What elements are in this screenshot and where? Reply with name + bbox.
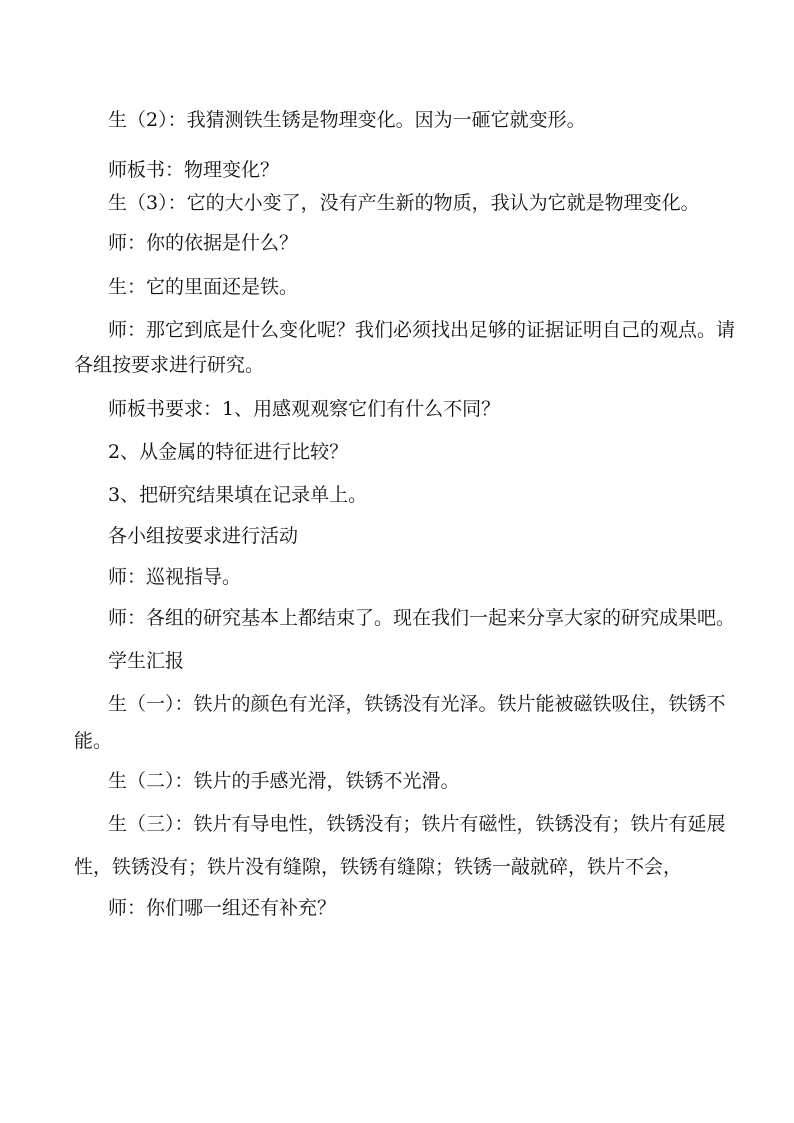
paragraph-student-report: 学生汇报 <box>108 650 185 672</box>
paragraph-teacher-question: 师：你的依据是什么？ <box>108 232 299 254</box>
paragraph-group-1-cont: 能。 <box>74 730 113 752</box>
paragraph-group-2: 生（二）：铁片的手感光滑，铁锈不光滑。 <box>108 770 460 792</box>
paragraph-group-1: 生（一）：铁片的颜色有光泽，铁锈没有光泽。铁片能被磁铁吸住，铁锈不 <box>108 693 726 715</box>
paragraph-teacher-share: 师：各组的研究基本上都结束了。现在我们一起来分享大家的研究成果吧。 <box>108 607 736 629</box>
paragraph-group-activity: 各小组按要求进行活动 <box>108 525 299 547</box>
paragraph-teacher-board-1: 师板书：物理变化？ <box>108 159 280 181</box>
paragraph-teacher-patrol: 师：巡视指导。 <box>108 566 242 588</box>
paragraph-teacher-supplement: 师：你们哪一组还有补充？ <box>108 897 337 919</box>
paragraph-student-answer: 生：它的里面还是铁。 <box>108 276 299 298</box>
paragraph-student-3: 生（3）：它的大小变了，没有产生新的物质，我认为它就是物理变化。 <box>108 192 700 214</box>
paragraph-group-3: 生（三）：铁片有导电性，铁锈没有；铁片有磁性，铁锈没有；铁片有延展 <box>108 813 726 835</box>
paragraph-board-requirement-1: 师板书要求：1、用感观观察它们有什么不同？ <box>108 398 501 420</box>
paragraph-requirement-3: 3、把研究结果填在记录单上。 <box>108 484 368 506</box>
paragraph-teacher-instruction: 师：那它到底是什么变化呢？我们必须找出足够的证据证明自己的观点。请 <box>108 319 736 341</box>
paragraph-student-2: 生（2）：我猜测铁生锈是物理变化。因为一砸它就变形。 <box>108 109 586 131</box>
paragraph-group-3-cont: 性，铁锈没有；铁片没有缝隙，铁锈有缝隙；铁锈一敲就碎，铁片不会， <box>74 856 683 878</box>
paragraph-teacher-instruction-cont: 各组按要求进行研究。 <box>74 354 265 376</box>
paragraph-requirement-2: 2、从金属的特征进行比较？ <box>108 441 349 463</box>
